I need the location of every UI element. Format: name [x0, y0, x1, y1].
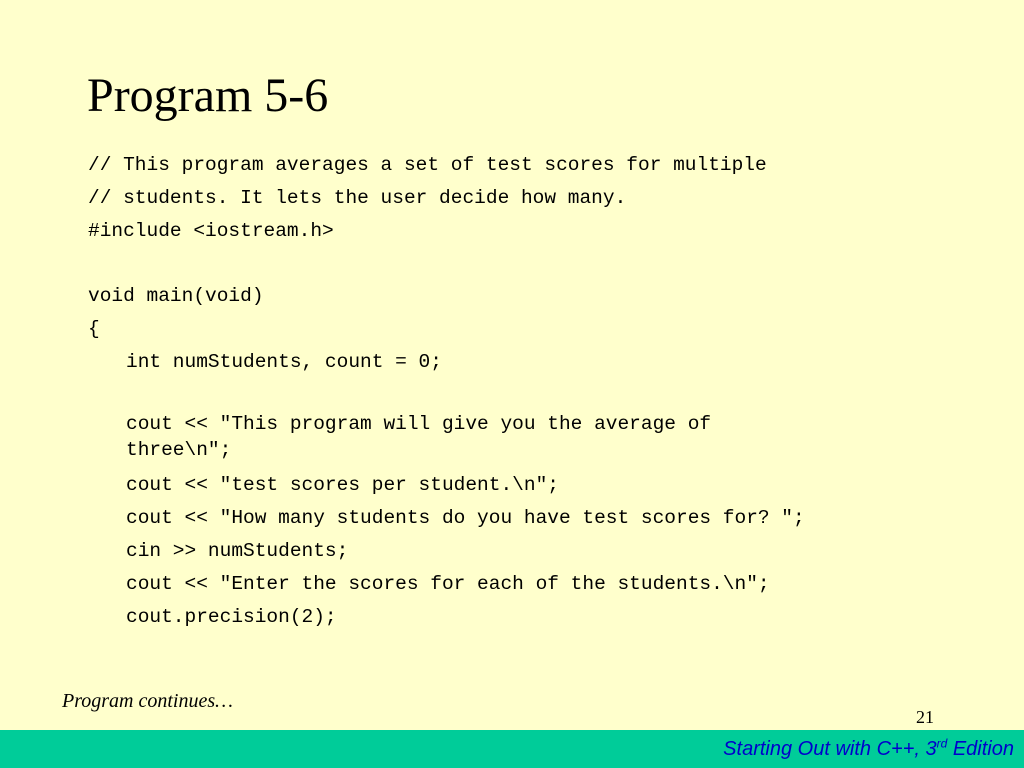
code-line: void main(void) [88, 285, 264, 308]
footer-text-end: Edition [947, 738, 1014, 760]
code-line: cout << "test scores per student.\n"; [126, 474, 559, 497]
code-line: #include <iostream.h> [88, 219, 334, 242]
code-block [88, 149, 988, 633]
footer-text-main: Starting Out with C++, 3 [723, 738, 937, 760]
code-line [88, 247, 988, 280]
footer-book-title [723, 738, 1014, 761]
footer-bar [0, 730, 1024, 768]
code-line: // This program averages a set of test scores for multiple [88, 154, 767, 176]
slide-title: Program 5-6 [87, 69, 329, 122]
code-line: cin >> numStudents; [126, 539, 349, 562]
footer-superscript: rd [936, 736, 948, 751]
program-continues-note: Program continues… [62, 690, 233, 712]
code-line [88, 379, 988, 412]
page-number: 21 [916, 707, 934, 727]
code-line: int numStudents, count = 0; [126, 350, 442, 373]
code-line: // students. It lets the user decide how many. [88, 186, 627, 209]
code-line: { [88, 317, 100, 340]
code-line: cout << "This program will give you the average of three\n"; [126, 413, 723, 462]
code-line: cout << "How many students do you have test scores for? "; [126, 507, 805, 530]
code-line: cout.precision(2); [126, 605, 337, 628]
code-line: cout << "Enter the scores for each of the students.\n"; [126, 572, 770, 595]
